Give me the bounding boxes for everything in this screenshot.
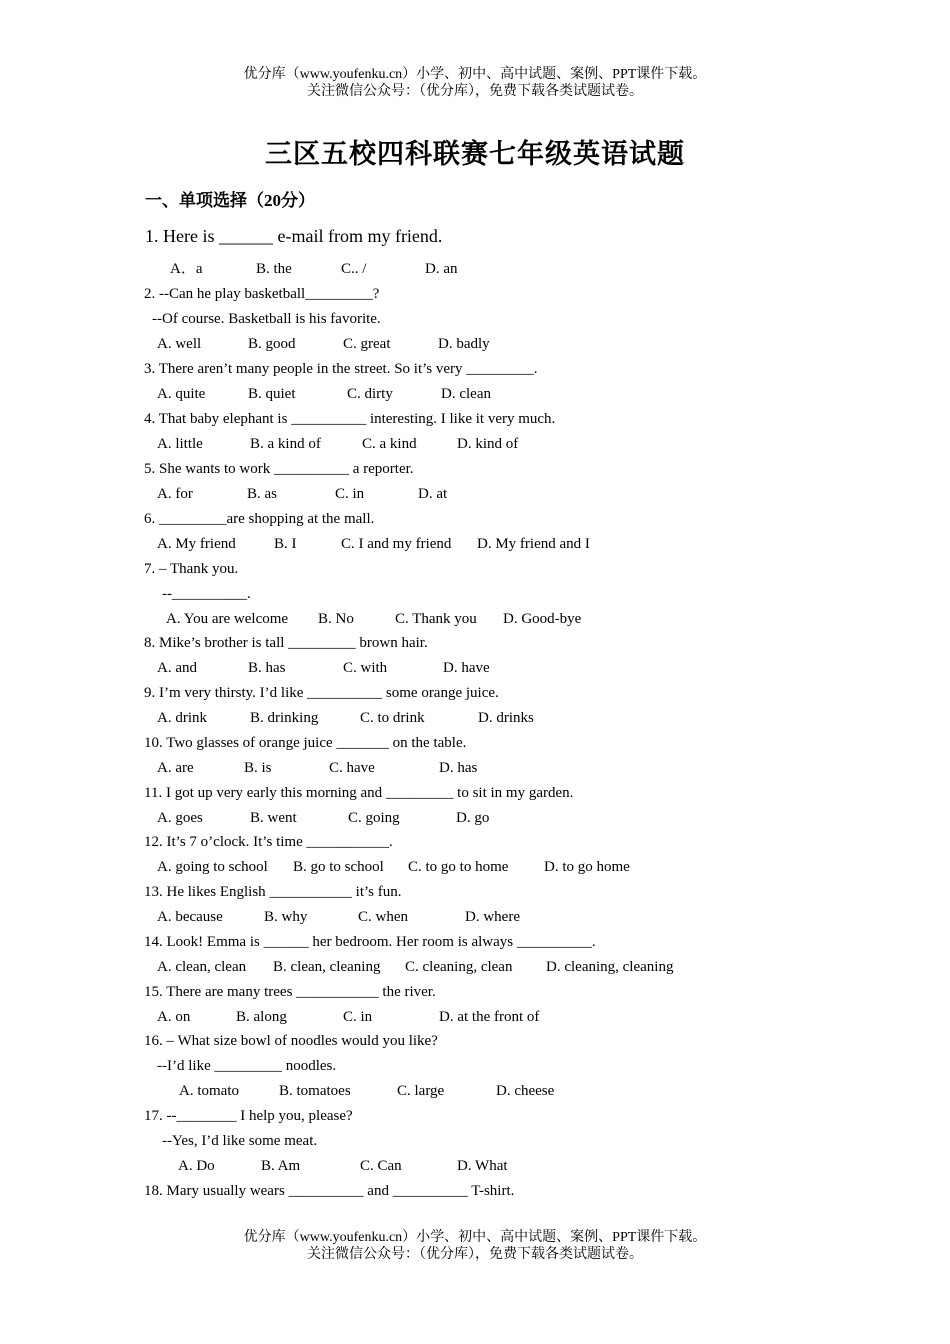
exam-title: 三区五校四科联赛七年级英语试题 [265,139,685,169]
answer-option: A. because [157,909,223,925]
section-title: 一、单项选择（20分） [145,191,315,210]
answer-option: A. goes [157,810,203,826]
question-1: 1. Here is ______ e-mail from my friend. [145,226,443,246]
answer-option: B. drinking [250,710,319,726]
answer-option: B. went [250,810,297,826]
answer-option: D. My friend and I [477,536,590,552]
question-text: 9. I’m very thirsty. I’d like __________ some orange juice. [144,685,499,701]
answer-option: B. along [236,1009,287,1025]
answer-option: C. to drink [360,710,425,726]
answer-option: D. badly [438,336,490,352]
answer-option: D. drinks [478,710,534,726]
answer-option: A. little [157,436,203,452]
answer-option: B. No [318,611,354,627]
question-text: 3. There aren’t many people in the street. So it’s very _________. [144,361,538,377]
answer-option: C. great [343,336,391,352]
answer-option: D. cheese [496,1083,555,1099]
answer-option: D. Good-bye [503,611,582,627]
question-text: 5. She wants to work __________ a reporter. [144,461,414,477]
answer-option: C. have [329,760,375,776]
answer-option: C. to go to home [408,859,509,875]
question-text: --Yes, I’d like some meat. [162,1133,318,1149]
answer-option: C. dirty [347,386,393,402]
answer-option: B. is [244,760,272,776]
answer-option: C. cleaning, clean [405,959,513,975]
answer-option: D. go [456,810,490,826]
answer-option: C. Can [360,1158,402,1174]
answer-option: B. I [274,536,297,552]
answer-option: C. with [343,660,388,676]
answer-option: A. and [157,660,197,676]
answer-option: A. clean, clean [157,959,247,975]
answer-option: A. tomato [179,1083,239,1099]
answer-option: A. drink [157,710,207,726]
question-text: 18. Mary usually wears __________ and __________ T-shirt. [144,1183,515,1199]
question-text: 2. --Can he play basketball_________? [144,286,380,302]
answer-option: B. quiet [248,386,296,402]
answer-option: B. a kind of [250,436,321,452]
answer-option: D. at the front of [439,1009,540,1025]
footer-line-1: 优分库（www.youfenku.cn）小学、初中、高中试题、案例、PPT课件下载。 [243,1230,707,1245]
page-header [0,66,950,100]
answer-option: A. for [157,486,193,502]
question-text: 17. --________ I help you, please? [144,1108,353,1124]
answer-option: D. have [443,660,490,676]
question-text: --__________. [162,586,251,602]
answer-option: C. in [335,486,365,502]
answer-option: D. cleaning, cleaning [546,959,674,975]
question-text: --Of course. Basketball is his favorite. [152,311,381,327]
question-text: --I’d like _________ noodles. [157,1058,337,1074]
answer-option: A. going to school [157,859,268,875]
question-text: 11. I got up very early this morning and _________ to sit in my garden. [144,785,574,801]
answer-option: B. why [264,909,308,925]
answer-option: C. a kind [362,436,417,452]
header-line-2: 关注微信公众号：（优分库），免费下载各类试题试卷。 [307,84,643,99]
question-text: 13. He likes English ___________ it’s fun. [144,884,402,900]
answer-option: B. go to school [293,859,384,875]
answer-option: A. on [157,1009,191,1025]
answer-option: C.. / [341,261,367,277]
answer-option: B. tomatoes [279,1083,351,1099]
answer-option: B. has [248,660,286,676]
header-line-1: 优分库（www.youfenku.cn）小学、初中、高中试题、案例、PPT课件下载。 [243,67,707,82]
answer-option: A. You are welcome [166,611,289,627]
answer-option: D. clean [441,386,491,402]
answer-option: A. My friend [157,536,236,552]
answer-option: B. Am [261,1158,301,1174]
question-text: 8. Mike’s brother is tall _________ brown hair. [144,635,428,651]
answer-option: A. quite [157,386,206,402]
question-text: 10. Two glasses of orange juice _______ on the table. [144,735,467,751]
answer-option: D. has [439,760,478,776]
answer-option: C. I and my friend [341,536,452,552]
answer-option: C. large [397,1083,445,1099]
answer-option: D. at [418,486,448,502]
question-text: 14. Look! Emma is ______ her bedroom. Her room is always __________. [144,934,596,950]
page-footer [0,1229,950,1263]
question-text: 12. It’s 7 o’clock. It’s time ___________. [144,834,393,850]
answer-option: C. going [348,810,400,826]
question-text: 6. _________are shopping at the mall. [144,511,375,527]
answer-option: D. an [425,261,458,277]
answer-option: A．a [170,261,203,277]
answer-option: A. are [157,760,194,776]
answer-option: A. well [157,336,202,352]
answer-option: D. to go home [544,859,630,875]
question-text: 15. There are many trees ___________ the river. [144,984,436,1000]
answer-option: A. Do [178,1158,215,1174]
footer-line-2: 关注微信公众号：（优分库），免费下载各类试题试卷。 [307,1247,643,1262]
answer-option: C. in [343,1009,373,1025]
answer-option: D. kind of [457,436,519,452]
answer-option: B. the [256,261,292,277]
answer-option: B. clean, cleaning [273,959,381,975]
question-text: 4. That baby elephant is __________ interesting. I like it very much. [144,411,556,427]
answer-option: B. good [248,336,296,352]
question-text: 7. – Thank you. [144,561,239,577]
answer-option: C. Thank you [395,611,477,627]
answer-option: C. when [358,909,408,925]
answer-option: D. What [457,1158,508,1174]
answer-option: B. as [247,486,277,502]
question-text: 16. – What size bowl of noodles would you like? [144,1033,438,1049]
answer-option: D. where [465,909,520,925]
